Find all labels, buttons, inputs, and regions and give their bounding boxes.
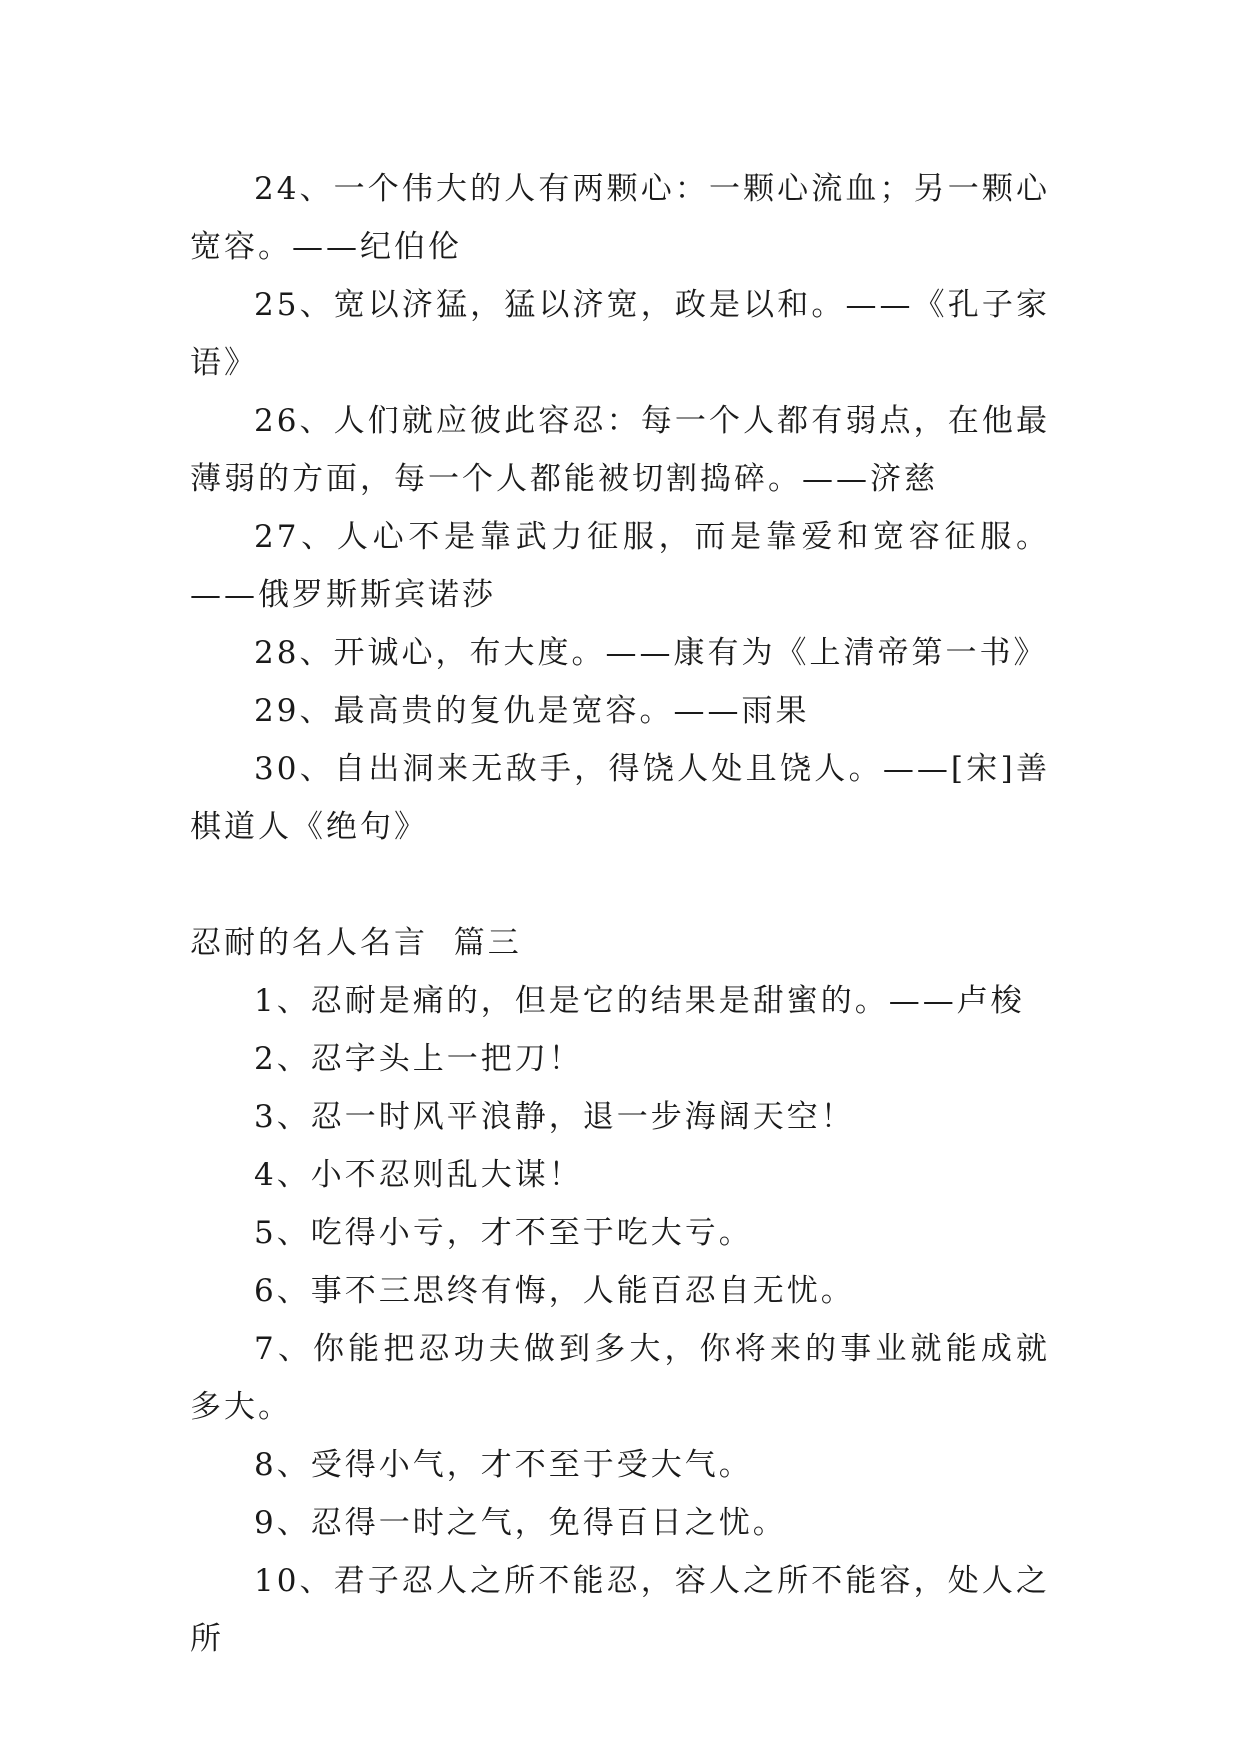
section-heading: 忍耐的名人名言 篇三	[190, 925, 522, 961]
quote-paragraph: 24、一个伟大的人有两颗心：一颗心流血；另一颗心宽容。——纪伯伦	[190, 171, 1050, 265]
quote-paragraph: 5、吃得小亏，才不至于吃大亏。	[254, 1215, 753, 1251]
quote-paragraph: 8、受得小气，才不至于受大气。	[254, 1447, 753, 1483]
quote-paragraph: 27、人心不是靠武力征服，而是靠爱和宽容征服。——俄罗斯斯宾诺莎	[190, 519, 1050, 613]
quote-paragraph: 9、忍得一时之气，免得百日之忧。	[254, 1505, 787, 1541]
quote-paragraph: 6、事不三思终有悔，人能百忍自无忧。	[254, 1273, 855, 1309]
quote-paragraph: 1、忍耐是痛的，但是它的结果是甜蜜的。——卢梭	[254, 983, 1025, 1019]
quote-paragraph: 10、君子忍人之所不能忍，容人之所不能容，处人之所	[190, 1563, 1050, 1657]
quote-paragraph: 7、你能把忍功夫做到多大，你将来的事业就能成就多大。	[190, 1331, 1050, 1425]
quote-paragraph: 2、忍字头上一把刀！	[254, 1041, 583, 1077]
quote-paragraph: 28、开诚心，布大度。——康有为《上清帝第一书》	[254, 635, 1048, 671]
quote-paragraph: 29、最高贵的复仇是宽容。——雨果	[254, 693, 810, 729]
document-body	[190, 160, 1050, 1668]
quote-paragraph: 26、人们就应彼此容忍：每一个人都有弱点，在他最薄弱的方面，每一个人都能被切割捣碎。——济慈	[190, 403, 1050, 497]
quote-paragraph: 25、宽以济猛，猛以济宽，政是以和。——《孔子家语》	[190, 287, 1050, 381]
quote-paragraph: 30、自出洞来无敌手，得饶人处且饶人。——[宋]善棋道人《绝句》	[190, 751, 1050, 845]
quote-paragraph: 3、忍一时风平浪静，退一步海阔天空！	[254, 1099, 855, 1135]
quote-paragraph: 4、小不忍则乱大谋！	[254, 1157, 583, 1193]
